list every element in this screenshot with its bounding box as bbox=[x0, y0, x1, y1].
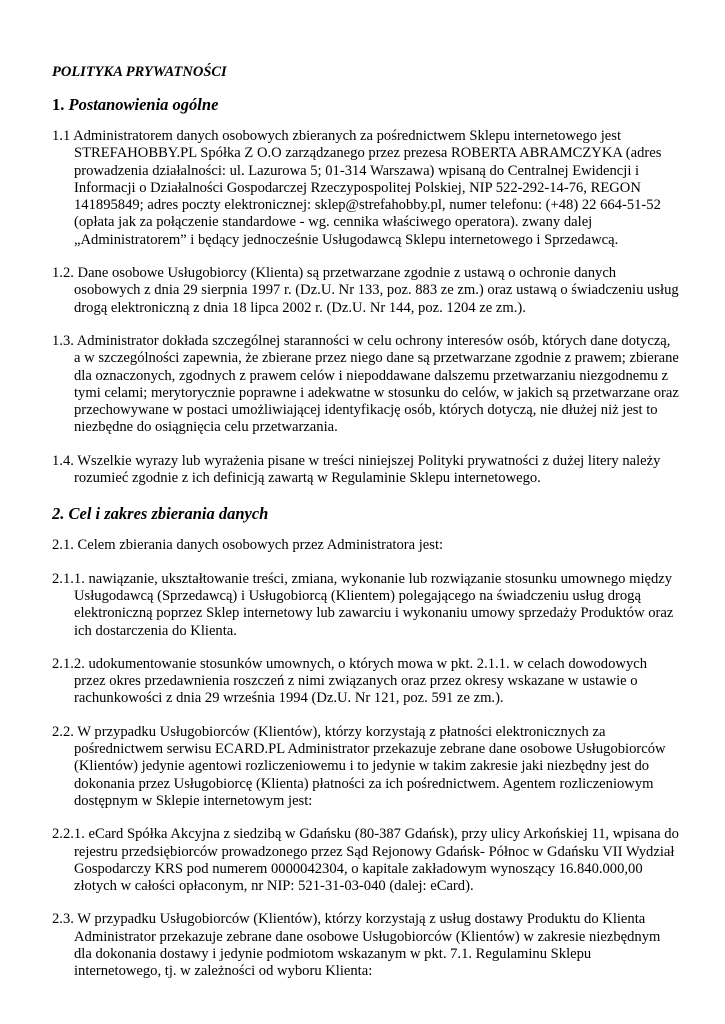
paragraph-2-1-1: 2.1.1. nawiązanie, ukształtowanie treści, zmiana, wykonanie lub rozwiązanie stosunku umownego między Usługodawcą (Sprzedawcą) i Usługobiorcą (Klientem) polegającego na świadczeniu usług drogą elektroniczną poprzez Sklep internetowy lub zawarciu i wykonaniu umowy sprzedaży Produktów oraz ich dostarczenia do Klienta. bbox=[52, 570, 674, 639]
section-1-title: Postanowienia ogólne bbox=[68, 95, 219, 114]
section-1-heading bbox=[52, 94, 680, 116]
paragraph-2-3: 2.3. W przypadku Usługobiorców (Klientów), którzy korzystają z usług dostawy Produktu do Klienta Administrator przekazuje zebrane dane osobowe Usługobiorców (Klientów) w zakresie niezbędnym dla dokonania dostawy i jedynie podmiotom wskazanym w pkt. 7.1. Regulaminu Sklepu internetowego, tj. w zależności od wyboru Klienta: bbox=[52, 911, 661, 980]
paragraph-2-2-1: 2.2.1. eCard Spółka Akcyjna z siedzibą w Gdańsku (80-387 Gdańsk), przy ulicy Arkońskiej 11, wpisana do rejestru przedsiębiorców prowadzonego przez Sąd Rejonowy Gdańsk- Północ w Gdańsku VII Wydział Gospodarczy KRS pod numerem 0000042304, o kapitale zakładowym wynoszący 16.840.000,00 złotych w całości opłaconym, nr NIP: 521-31-03-040 (dalej: eCard). bbox=[52, 826, 679, 895]
paragraph-1-3: 1.3. Administrator dokłada szczególnej staranności w celu ochrony interesów osób, których dane dotyczą, a w szczególności zapewnia, że zbierane przez niego dane są przetwarzane zgodnie z prawem; zbierane dla oznaczonych, zgodnych z prawem celów i niepoddawane dalszemu przetwarzaniu niezgodnemu z tymi celami; merytorycznie poprawne i adekwatne w stosunku do celów, w jakich są przetwarzane oraz przechowywane w postaci umożliwiającej identyfikację osób, których dotyczą, nie dłużej niż jest to niezbędne do osiągnięcia celu przetwarzania. bbox=[52, 332, 679, 436]
paragraph-1-1: 1.1 Administratorem danych osobowych zbieranych za pośrednictwem Sklepu internetowego jest STREFAHOBBY.PL Spółka Z O.O zarządzanego przez prezesa ROBERTA ABRAMCZYKA (adres prowadzenia działalności: ul. Lazurowa 5; 01-314 Warszawa) wpisaną do Centralnej Ewidencji i Informacji o Działalności Gospodarczej Rzeczypospolitej Polskiej, NIP 522-292-14-76, REGON 141895849; adres poczty elektronicznej: sklep@strefahobby.pl, numer telefonu: (+48) 22 664-51-52 (opłata jak za połączenie standardowe - wg. cennika właściwego operatora). zwany dalej „Administratorem” i będący jednocześnie Usługodawcą Sklepu internetowego i Sprzedawcą. bbox=[52, 128, 662, 248]
paragraph-2-2: 2.2. W przypadku Usługobiorców (Klientów), którzy korzystają z płatności elektronicznych za pośrednictwem serwisu ECARD.PL Administrator przekazuje zebrane dane osobowe Usługobiorców (Klientów) jedynie agentowi rozliczeniowemu i to jedynie w takim zakresie jaki niezbędny jest do dokonania przez Usługobiorcę (Klienta) płatności za ich pośrednictwem. Agentem rozliczeniowym dostępnym w Sklepie internetowym jest: bbox=[52, 723, 666, 809]
paragraph-2-1-2: 2.1.2. udokumentowanie stosunków umownych, o których mowa w pkt. 2.1.1. w celach dowodowych przez okres przedawnienia roszczeń z nimi związanych oraz przez okresy wskazane w ustawie o rachunkowości z dnia 29 września 1994 (Dz.U. Nr 121, poz. 591 ze zm.). bbox=[52, 655, 648, 707]
paragraph-1-4: 1.4. Wszelkie wyrazy lub wyrażenia pisane w treści niniejszej Polityki prywatności z dużej litery należy rozumieć zgodnie z ich definicją zawartą w Regulaminie Sklepu internetowego. bbox=[52, 452, 661, 487]
document-title: POLITYKA PRYWATNOŚCI bbox=[52, 64, 227, 80]
paragraph-1-2: 1.2. Dane osobowe Usługobiorcy (Klienta) są przetwarzane zgodnie z ustawą o ochronie danych osobowych z dnia 29 sierpnia 1997 r. (Dz.U. Nr 133, poz. 883 ze zm.) oraz ustawą o świadczeniu usług drogą elektroniczną z dnia 18 lipca 2002 r. (Dz.U. Nr 144, poz. 1204 ze zm.). bbox=[52, 265, 679, 316]
section-1-number: 1. bbox=[52, 95, 65, 114]
section-2-heading: 2. Cel i zakres zbierania danych bbox=[52, 504, 269, 524]
document-page bbox=[52, 62, 680, 997]
paragraph-2-1: 2.1. Celem zbierania danych osobowych przez Administratora jest: bbox=[52, 537, 444, 554]
